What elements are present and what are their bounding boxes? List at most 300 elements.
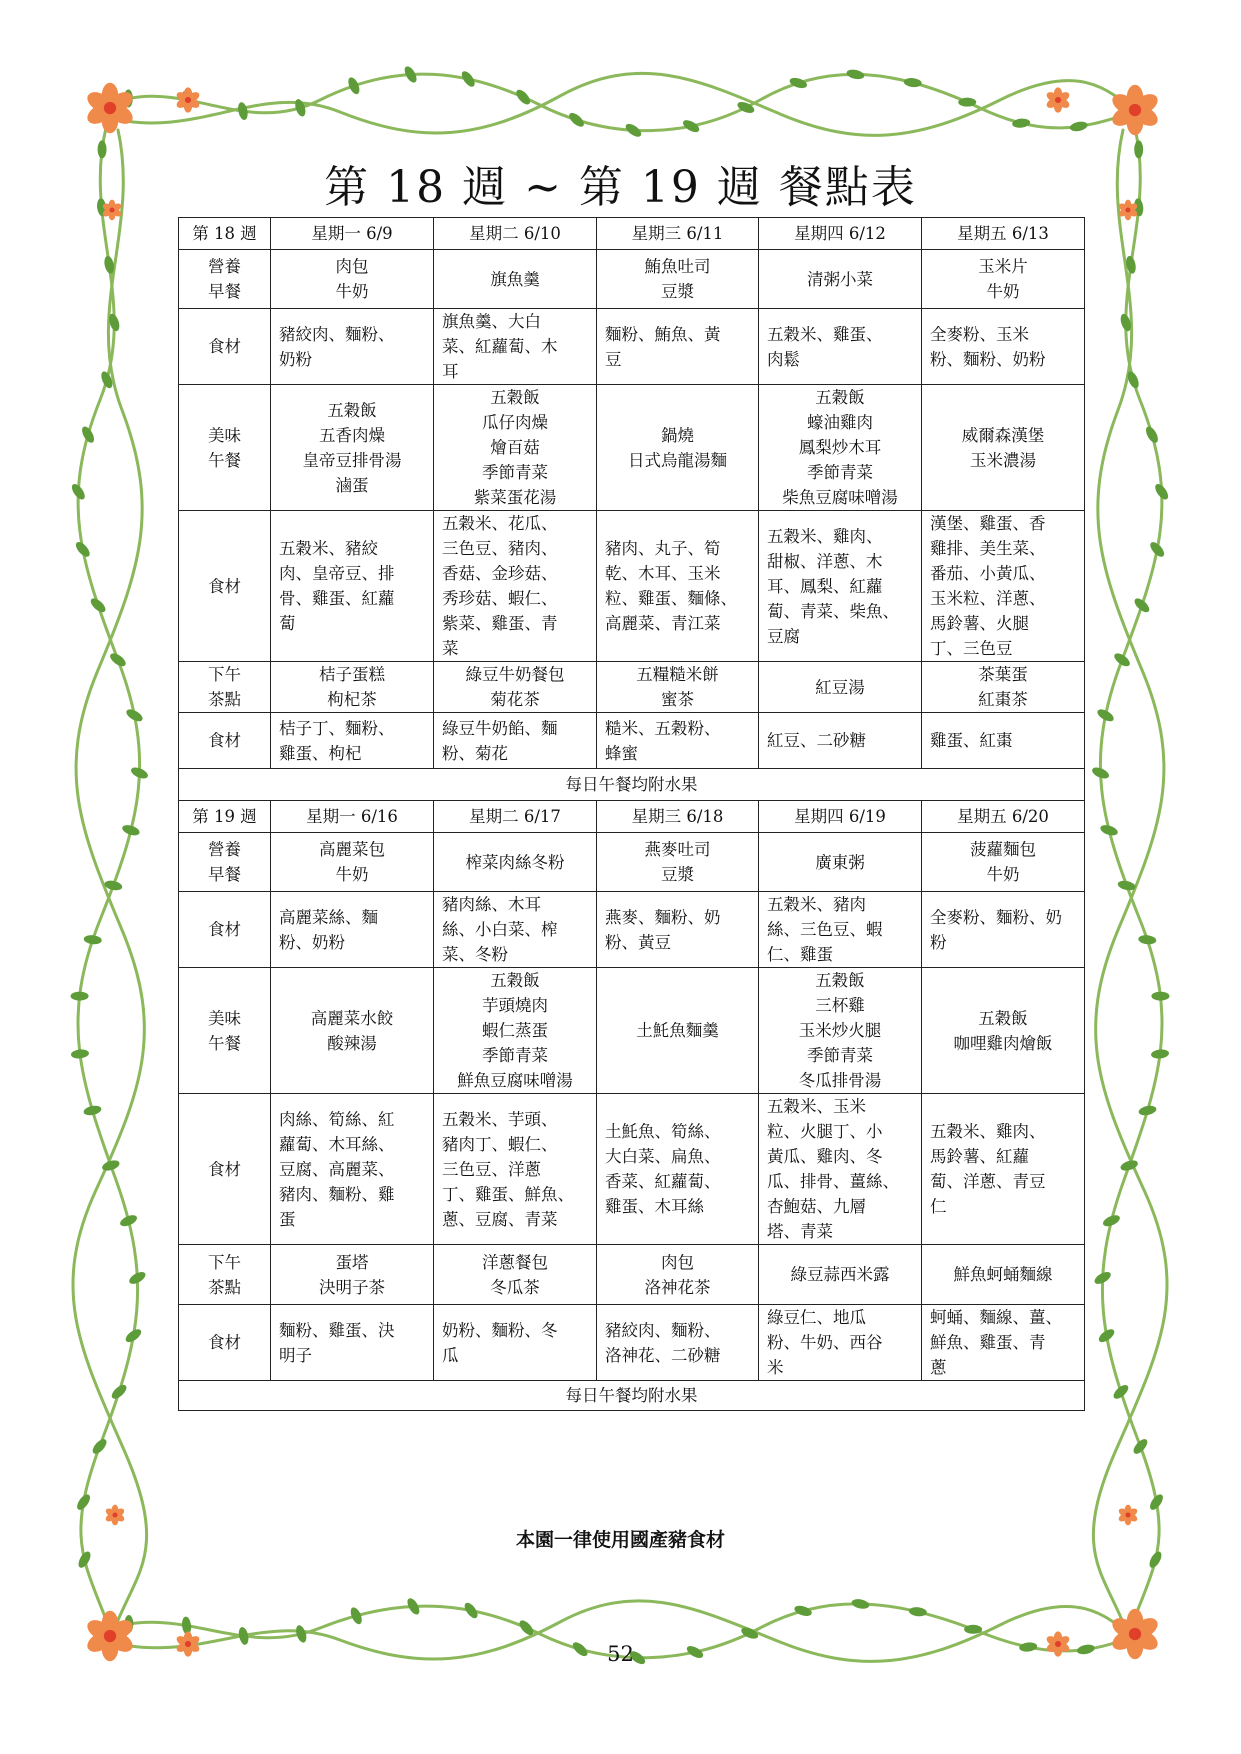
cell-line: 季節青菜 — [807, 1046, 873, 1065]
cell-line: 蔔 — [279, 614, 296, 633]
week-header-row — [179, 218, 1085, 250]
ingredients-cell — [271, 713, 434, 769]
cell-line: 季節青菜 — [482, 1046, 548, 1065]
cell-line: 五穀米、豬肉 — [767, 895, 866, 914]
cell-line: 綠豆牛奶餐包 — [465, 665, 565, 684]
cell-line: 蛋 — [279, 1209, 296, 1229]
cell-line: 桔子丁、麵粉、 — [279, 718, 395, 738]
cell-line: 番茄、小黃瓜、 — [930, 564, 1046, 583]
vine-leaf — [1012, 118, 1031, 129]
cell-line: 高麗菜、青江菜 — [605, 614, 721, 633]
vine-leaf — [83, 1104, 102, 1117]
day-header: 星期四 6/19 — [759, 801, 922, 833]
vine-leaf — [1112, 651, 1132, 669]
row-label-line: 食材 — [208, 731, 241, 750]
cell-line: 柴魚豆腐味噌湯 — [782, 488, 898, 507]
cell-line: 牛奶 — [986, 282, 1020, 301]
flower-ornament — [1045, 87, 1071, 112]
menu-cell — [271, 1245, 434, 1305]
ingredients-cell — [759, 1094, 922, 1245]
ingredients-cell — [434, 713, 597, 769]
day-header: 星期二 6/17 — [434, 801, 597, 833]
vine-leaf — [88, 596, 107, 615]
day-header: 星期三 6/18 — [597, 801, 759, 833]
ingredients-cell — [922, 892, 1085, 968]
cell-line: 雞排、美生菜、 — [930, 539, 1046, 558]
cell-line: 糙米、五穀粉、 — [605, 718, 721, 738]
fruit-note-row — [179, 1381, 1085, 1411]
menu-row — [179, 662, 1085, 713]
cell-line: 日式烏龍湯麵 — [628, 450, 727, 470]
cell-line: 牛奶 — [986, 865, 1020, 884]
row-label-line: 午餐 — [208, 1033, 241, 1053]
row-label-line: 早餐 — [208, 865, 241, 884]
cell-line: 玉米粒、洋蔥、 — [930, 589, 1046, 608]
cell-line: 仁、雞蛋 — [767, 945, 833, 964]
ingredients-cell — [597, 1305, 759, 1381]
menu-cell — [597, 385, 759, 511]
ingredients-cell — [597, 1094, 759, 1245]
menu-cell — [759, 662, 922, 713]
cell-line: 豬絞肉、麵粉、 — [605, 1320, 721, 1340]
row-label-line: 食材 — [208, 337, 241, 356]
menu-row — [179, 250, 1085, 309]
vine-leaf — [1134, 140, 1143, 158]
cell-line: 豆漿 — [661, 865, 694, 884]
cell-line: 雞蛋、木耳絲 — [605, 1197, 704, 1216]
row-label — [179, 892, 271, 968]
ingredients-cell — [759, 511, 922, 662]
ingredients-cell — [759, 892, 922, 968]
day-header: 星期三 6/11 — [597, 218, 759, 250]
cell-line: 耳、鳳梨、紅蘿 — [767, 576, 883, 596]
cell-line: 土魠魚麵羹 — [636, 1021, 719, 1040]
cell-line: 蜂蜜 — [605, 743, 638, 763]
cell-line: 綠豆牛奶餡、麵 — [442, 718, 558, 738]
flower-ornament — [104, 1505, 125, 1526]
cell-line: 五糧糙米餅 — [636, 665, 719, 684]
cell-line: 豆漿 — [661, 282, 694, 301]
cell-line: 粉、菊花 — [442, 743, 508, 763]
week-header-row — [179, 801, 1085, 833]
cell-line: 馬鈴薯、紅蘿 — [930, 1147, 1029, 1166]
cell-line: 三色豆、洋蔥 — [442, 1159, 541, 1179]
ingredients-cell — [434, 1094, 597, 1245]
row-label-line: 美味 — [208, 1008, 241, 1028]
menu-cell — [271, 833, 434, 892]
cell-line: 骨、雞蛋、紅蘿 — [279, 589, 395, 608]
cell-line: 塔、青菜 — [767, 1222, 833, 1241]
cell-line: 五穀飯 — [490, 388, 540, 407]
cell-line: 酸辣湯 — [327, 1033, 377, 1053]
cell-line: 豬肉、麵粉、雞 — [279, 1184, 395, 1204]
cell-line: 肉包 — [335, 257, 369, 276]
cell-line: 菜 — [442, 639, 459, 658]
vine-leaf — [237, 101, 250, 120]
vine-leaf — [964, 1625, 982, 1634]
menu-row — [179, 892, 1085, 968]
vine-leaf — [1132, 596, 1151, 615]
menu-cell — [597, 833, 759, 892]
menu-cell — [759, 250, 922, 309]
ingredients-cell — [434, 892, 597, 968]
cell-line: 豬肉丁、蝦仁、 — [442, 1134, 558, 1154]
cell-line: 蚵蛹、麵線、薑、 — [930, 1308, 1062, 1327]
cell-line: 玉米濃湯 — [970, 450, 1036, 470]
day-header: 星期二 6/10 — [434, 218, 597, 250]
cell-line: 五穀米、雞蛋、 — [767, 324, 883, 344]
cell-line: 五穀飯 — [815, 971, 865, 990]
vine-leaf — [567, 110, 586, 129]
cell-line: 秀珍菇、蝦仁、 — [442, 589, 558, 608]
cell-line: 綠豆蒜西米露 — [790, 1265, 890, 1284]
row-label — [179, 1305, 271, 1381]
vine-leaf — [903, 77, 922, 88]
vine-leaf — [98, 140, 107, 158]
fruit-note-row — [179, 769, 1085, 801]
cell-line: 蜜茶 — [661, 690, 694, 709]
menu-row — [179, 713, 1085, 769]
cell-line: 洛神花、二砂糖 — [605, 1345, 721, 1365]
vine-leaf — [514, 87, 533, 106]
ingredients-cell — [597, 309, 759, 385]
cell-line: 牛奶 — [335, 282, 369, 301]
cell-line: 瓜仔肉燥 — [482, 413, 548, 432]
ingredients-cell — [922, 309, 1085, 385]
cell-line: 紅豆、二砂糖 — [767, 731, 866, 750]
cell-line: 玉米炒火腿 — [798, 1021, 882, 1040]
cell-line: 蔥、豆腐、青菜 — [442, 1209, 558, 1229]
cell-line: 季節青菜 — [807, 463, 873, 482]
row-label-line: 營養 — [208, 840, 241, 859]
vine-leaf — [788, 76, 808, 90]
cell-line: 枸杞茶 — [327, 690, 377, 709]
row-label-line: 食材 — [208, 1333, 241, 1352]
vine-leaf — [793, 1604, 813, 1618]
cell-line: 麵粉、雞蛋、決 — [279, 1320, 395, 1340]
cell-line: 紅豆湯 — [815, 677, 865, 697]
cell-line: 雞蛋、枸杞 — [279, 743, 362, 763]
vine-leaf — [71, 992, 89, 1001]
cell-line: 奶粉 — [279, 349, 312, 369]
cell-line: 香菜、紅蘿蔔、 — [605, 1172, 721, 1191]
cell-line: 豬肉、丸子、筍 — [605, 539, 721, 558]
cell-line: 瓜、排骨、薑絲、 — [767, 1172, 899, 1191]
menu-cell — [597, 1245, 759, 1305]
cell-line: 五穀米、芋頭、 — [442, 1109, 558, 1129]
vine-leaf — [908, 1606, 927, 1617]
vine-leaf — [80, 425, 97, 445]
cell-line: 燕麥、麵粉、奶 — [605, 907, 721, 927]
row-label — [179, 968, 271, 1094]
fruit-note: 每日午餐均附水果 — [179, 769, 1085, 801]
week-label: 第 19 週 — [179, 801, 271, 833]
cell-line: 洋蔥餐包 — [482, 1252, 548, 1272]
vine-leaf — [1131, 1437, 1150, 1456]
row-label — [179, 713, 271, 769]
menu-cell — [597, 968, 759, 1094]
ingredients-cell — [271, 309, 434, 385]
cell-line: 菜、冬粉 — [442, 945, 508, 964]
cell-line: 五穀飯 — [815, 388, 865, 407]
cell-line: 杏鮑菇、九層 — [767, 1197, 866, 1216]
menu-cell — [759, 968, 922, 1094]
day-header: 星期四 6/12 — [759, 218, 922, 250]
menu-cell — [434, 968, 597, 1094]
page-title: 第 18 週 ~ 第 19 週 餐點表 — [324, 162, 917, 213]
day-header: 星期五 6/13 — [922, 218, 1085, 250]
ingredients-cell — [271, 1305, 434, 1381]
ingredients-cell — [271, 892, 434, 968]
cell-line: 高麗菜絲、麵 — [279, 907, 378, 927]
ingredients-cell — [434, 1305, 597, 1381]
cell-line: 奶粉、麵粉、冬 — [442, 1320, 558, 1340]
cell-line: 鳳梨炒木耳 — [798, 438, 882, 457]
row-label-line: 下午 — [208, 665, 241, 684]
cell-line: 廣東粥 — [815, 852, 865, 872]
cell-line: 全麥粉、麵粉、奶 — [930, 907, 1062, 927]
cell-line: 大白菜、扁魚、 — [605, 1147, 721, 1166]
cell-line: 三杯雞 — [815, 996, 865, 1015]
menu-row — [179, 1245, 1085, 1305]
ingredients-cell — [922, 1305, 1085, 1381]
cell-line: 漢堡、雞蛋、香 — [930, 514, 1046, 533]
cell-line: 五穀米、豬絞 — [279, 539, 378, 558]
menu-cell — [922, 662, 1085, 713]
cell-line: 鮮魚蚵蛹麵線 — [953, 1265, 1053, 1284]
ingredients-cell — [922, 1094, 1085, 1245]
cell-line: 全麥粉、玉米 — [930, 324, 1029, 344]
cell-line: 菠蘿麵包 — [970, 840, 1036, 859]
vine-leaf — [346, 76, 362, 96]
cell-line: 咖哩雞肉燴飯 — [953, 1033, 1053, 1053]
cell-line: 蔥 — [930, 1358, 947, 1377]
cell-line: 馬鈴薯、火腿 — [930, 614, 1029, 633]
cell-line: 蛋塔 — [335, 1252, 369, 1272]
cell-line: 粉、麵粉、奶粉 — [930, 349, 1046, 369]
day-header: 星期五 6/20 — [922, 801, 1085, 833]
cell-line: 肉包 — [661, 1252, 694, 1272]
weekly-menu-table — [178, 217, 1085, 1411]
cell-line: 五穀米、花瓜、 — [442, 514, 558, 533]
cell-line: 甜椒、洋蔥、木 — [767, 551, 883, 571]
cell-line: 鮪魚吐司 — [644, 257, 711, 276]
cell-line: 榨菜肉絲冬粉 — [465, 852, 565, 872]
vine-leaf — [83, 934, 102, 945]
cell-line: 洛神花茶 — [644, 1277, 711, 1297]
vine-leaf — [1138, 934, 1157, 945]
row-label-line: 食材 — [208, 920, 241, 939]
cell-line: 麵粉、鮪魚、黃 — [605, 324, 721, 344]
cell-line: 明子 — [279, 1345, 312, 1365]
cell-line: 三色豆、豬肉、 — [442, 539, 558, 558]
cell-line: 豆腐 — [767, 626, 800, 646]
vine-leaf — [851, 1598, 870, 1611]
vine-leaf — [958, 98, 976, 107]
vine-leaf — [1111, 1382, 1130, 1401]
cell-line: 五穀米、雞肉、 — [930, 1122, 1046, 1141]
menu-cell — [922, 833, 1085, 892]
menu-cell — [922, 385, 1085, 511]
cell-line: 高麗菜水餃 — [310, 1008, 394, 1028]
ingredients-cell — [597, 892, 759, 968]
cell-line: 冬瓜排骨湯 — [798, 1071, 882, 1090]
ingredients-cell — [597, 713, 759, 769]
cell-line: 茶葉蛋 — [978, 665, 1028, 684]
vine-leaf — [109, 1382, 128, 1401]
cell-line: 燴百菇 — [490, 438, 540, 457]
menu-cell — [434, 385, 597, 511]
menu-cell — [271, 250, 434, 309]
vine-leaf — [1069, 120, 1088, 133]
vine-leaf — [1138, 1104, 1157, 1117]
cell-line: 玉米片 — [978, 257, 1028, 276]
flower-ornament — [1117, 1505, 1138, 1526]
cell-line: 旗魚羹 — [490, 269, 540, 289]
menu-cell — [271, 385, 434, 511]
row-label — [179, 662, 271, 713]
cell-line: 粒、雞蛋、麵條、 — [605, 589, 737, 608]
row-label — [179, 1245, 271, 1305]
row-label — [179, 1094, 271, 1245]
cell-line: 黃瓜、雞肉、冬 — [767, 1147, 883, 1166]
footer-note: 本園一律使用國產豬食材 — [515, 1529, 725, 1551]
cell-line: 清粥小菜 — [807, 269, 873, 289]
cell-line: 燕麥吐司 — [644, 840, 711, 859]
cell-line: 旗魚羹、大白 — [442, 312, 541, 331]
fruit-note: 每日午餐均附水果 — [179, 1381, 1085, 1411]
cell-line: 絲、三色豆、蝦 — [767, 920, 883, 939]
cell-line: 高麗菜包 — [319, 840, 385, 859]
cell-line: 五穀飯 — [978, 1008, 1028, 1028]
cell-line: 決明子茶 — [319, 1277, 385, 1297]
vine-leaf — [71, 1049, 90, 1060]
cell-line: 肉、皇帝豆、排 — [279, 564, 395, 583]
row-label-line: 茶點 — [208, 690, 241, 709]
cell-line: 粉、黃豆 — [605, 932, 671, 952]
day-header: 星期一 6/16 — [271, 801, 434, 833]
menu-cell — [434, 662, 597, 713]
row-label-line: 食材 — [208, 576, 241, 596]
menu-row — [179, 511, 1085, 662]
cell-line: 綠豆仁、地瓜 — [767, 1308, 866, 1327]
cell-line: 蘿蔔、木耳絲、 — [279, 1134, 395, 1154]
menu-cell — [597, 250, 759, 309]
cell-line: 紅棗茶 — [978, 690, 1028, 709]
cell-line: 粉 — [930, 932, 947, 952]
cell-line: 肉鬆 — [767, 349, 800, 369]
cell-line: 仁 — [930, 1197, 947, 1216]
row-label — [179, 250, 271, 309]
vine-leaf — [1151, 992, 1169, 1001]
cell-line: 紫菜、雞蛋、青 — [442, 614, 558, 633]
vine-leaf — [846, 68, 865, 81]
cell-line: 土魠魚、筍絲、 — [605, 1122, 721, 1141]
menu-row — [179, 833, 1085, 892]
ingredients-cell — [759, 713, 922, 769]
cell-line: 菜、紅蘿蔔、木 — [442, 337, 558, 356]
vine-leaf — [1144, 425, 1161, 445]
ingredients-cell — [759, 309, 922, 385]
menu-cell — [922, 1245, 1085, 1305]
day-header: 星期一 6/9 — [271, 218, 434, 250]
cell-line: 威爾森漢堡 — [961, 425, 1045, 445]
menu-cell — [759, 385, 922, 511]
menu-cell — [271, 968, 434, 1094]
cell-line: 五穀米、雞肉、 — [767, 526, 883, 546]
menu-row — [179, 309, 1085, 385]
ingredients-cell — [434, 309, 597, 385]
cell-line: 滷蛋 — [335, 475, 369, 495]
row-label — [179, 511, 271, 662]
cell-line: 豆腐、高麗菜、 — [279, 1159, 395, 1179]
cell-line: 紫菜蛋花湯 — [473, 488, 557, 507]
cell-line: 米 — [767, 1358, 784, 1377]
cell-line: 粒、火腿丁、小 — [767, 1122, 883, 1141]
row-label — [179, 833, 271, 892]
vine-leaf — [108, 651, 128, 669]
row-label-line: 食材 — [208, 1159, 241, 1179]
menu-cell — [271, 662, 434, 713]
cell-line: 皇帝豆排骨湯 — [302, 450, 402, 470]
menu-row — [179, 1094, 1085, 1245]
menu-cell — [434, 250, 597, 309]
cell-line: 粉、奶粉 — [279, 932, 345, 952]
ingredients-cell — [922, 511, 1085, 662]
ingredients-cell — [271, 511, 434, 662]
row-label-line: 茶點 — [208, 1277, 241, 1297]
row-label-line: 午餐 — [208, 450, 241, 470]
cell-line: 鮮魚豆腐味噌湯 — [457, 1071, 573, 1090]
vine-leaf — [1151, 1049, 1170, 1060]
cell-line: 豆 — [605, 349, 622, 369]
row-label — [179, 309, 271, 385]
cell-line: 季節青菜 — [482, 463, 548, 482]
cell-line: 丁、三色豆 — [930, 639, 1013, 658]
menu-cell — [759, 833, 922, 892]
page-number: 52 — [607, 1642, 634, 1666]
cell-line: 豬肉絲、木耳 — [442, 895, 541, 914]
cell-line: 絲、小白菜、榨 — [442, 920, 558, 939]
cell-line: 桔子蛋糕 — [319, 665, 385, 684]
cell-line: 乾、木耳、玉米 — [605, 564, 721, 583]
cell-line: 菊花茶 — [490, 690, 540, 709]
cell-line: 蔔、洋蔥、青豆 — [930, 1172, 1046, 1191]
ingredients-cell — [271, 1094, 434, 1245]
menu-row — [179, 385, 1085, 511]
cell-line: 蝦仁蒸蛋 — [482, 1021, 548, 1040]
cell-line: 五穀米、玉米 — [767, 1097, 866, 1116]
menu-cell — [922, 250, 1085, 309]
ingredients-cell — [434, 511, 597, 662]
row-label-line: 營養 — [208, 257, 241, 276]
menu-row — [179, 968, 1085, 1094]
cell-line: 鮮魚、雞蛋、青 — [930, 1333, 1046, 1352]
cell-line: 蔔、青菜、柴魚、 — [767, 601, 899, 621]
menu-cell — [434, 1245, 597, 1305]
cell-line: 肉絲、筍絲、紅 — [279, 1109, 395, 1129]
cell-line: 五香肉燥 — [319, 425, 385, 445]
row-label-line: 美味 — [208, 425, 241, 445]
cell-line: 粉、牛奶、西谷 — [767, 1333, 883, 1352]
menu-cell — [759, 1245, 922, 1305]
menu-cell — [434, 833, 597, 892]
cell-line: 雞蛋、紅棗 — [930, 731, 1013, 750]
cell-line: 豬絞肉、麵粉、 — [279, 324, 395, 344]
cell-line: 冬瓜茶 — [490, 1277, 540, 1297]
menu-row — [179, 1305, 1085, 1381]
flower-ornament — [1109, 85, 1161, 136]
